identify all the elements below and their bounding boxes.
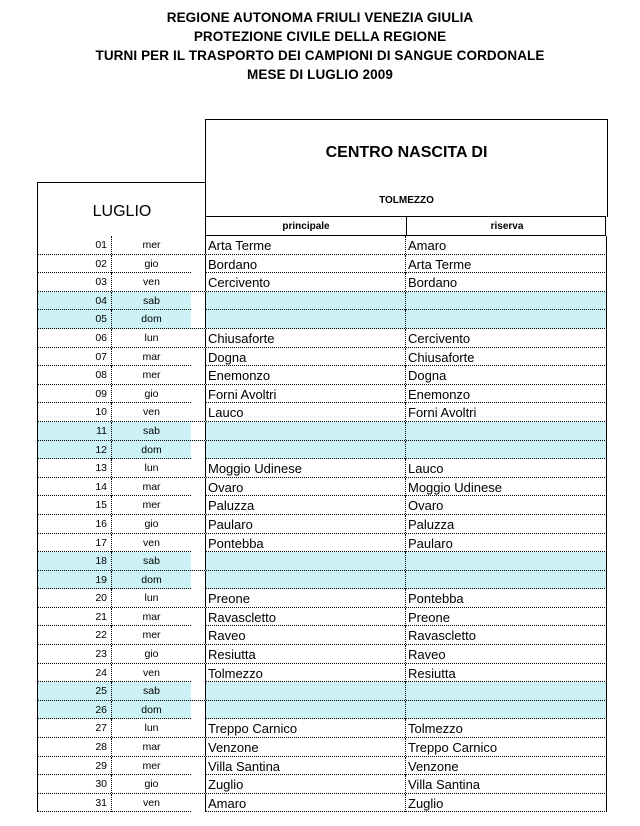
riserva-cell: Arta Terme: [406, 255, 607, 273]
column-header-riserva: riserva: [490, 221, 524, 232]
principale-cell: Paluzza: [205, 496, 406, 514]
riserva-cell: Pontebba: [406, 589, 607, 607]
riserva-cell: Paluzza: [406, 515, 607, 533]
riserva-cell: Moggio Udinese: [406, 478, 607, 496]
column-gap: [191, 757, 205, 775]
table-row: [37, 645, 607, 664]
title-line-4: MESE DI LUGLIO 2009: [247, 67, 393, 82]
day-number: 05: [37, 310, 112, 328]
day-number: 20: [37, 589, 112, 607]
weekday: lun: [144, 462, 159, 475]
centro-header: [205, 119, 608, 217]
column-gap: [191, 310, 205, 328]
title-line-1: REGIONE AUTONOMA FRIULI VENEZIA GIULIA: [166, 10, 474, 25]
day-number: 24: [37, 664, 112, 682]
principale-cell: [205, 310, 406, 328]
column-gap: [191, 589, 205, 607]
day-number: 06: [37, 329, 112, 347]
weekday: ven: [143, 536, 160, 549]
weekday: gio: [144, 257, 159, 270]
column-gap: [191, 571, 205, 589]
principale-cell: Bordano: [205, 255, 406, 273]
column-gap: [191, 515, 205, 533]
weekday: dom: [141, 573, 162, 586]
table-row: [37, 589, 607, 608]
principale-cell: Treppo Carnico: [205, 719, 406, 737]
day-number: 17: [37, 534, 112, 552]
principale-cell: Venzone: [205, 738, 406, 756]
principale-cell: Dogna: [205, 348, 406, 366]
title-line-2: PROTEZIONE CIVILE DELLA REGIONE: [193, 29, 447, 44]
principale-cell: Preone: [205, 589, 406, 607]
riserva-cell: Cercivento: [406, 329, 607, 347]
principale-cell: [205, 571, 406, 589]
column-gap: [191, 273, 205, 291]
column-gap: [191, 534, 205, 552]
weekday: mar: [142, 480, 161, 493]
weekday: mer: [142, 239, 161, 251]
table-row: [37, 664, 607, 683]
principale-cell: Chiusaforte: [205, 329, 406, 347]
day-number: 19: [37, 571, 112, 589]
weekday: mer: [142, 759, 161, 772]
riserva-cell: [406, 701, 607, 719]
table-row: [37, 626, 607, 645]
day-number: 12: [37, 441, 112, 459]
table-row: [37, 478, 607, 497]
principale-cell: Pontebba: [205, 534, 406, 552]
column-gap: [191, 664, 205, 682]
riserva-cell: Ovaro: [406, 496, 607, 514]
day-number: 13: [37, 459, 112, 477]
riserva-cell: Amaro: [406, 236, 607, 254]
principale-cell: Ovaro: [205, 478, 406, 496]
weekday: ven: [143, 796, 160, 809]
title-line-3: TURNI PER IL TRASPORTO DEI CAMPIONI DI SANGUE CORDONALE: [95, 48, 545, 63]
riserva-cell: Ravascletto: [406, 626, 607, 644]
weekday: dom: [141, 313, 162, 326]
weekday: sab: [143, 294, 160, 307]
day-number: 04: [37, 292, 112, 310]
column-gap: [191, 775, 205, 793]
principale-cell: Enemonzo: [205, 366, 406, 384]
riserva-cell: Tolmezzo: [406, 719, 607, 737]
principale-cell: [205, 701, 406, 719]
table-row: [37, 757, 607, 776]
riserva-cell: Dogna: [406, 366, 607, 384]
day-number: 02: [37, 255, 112, 273]
weekday: mar: [142, 610, 161, 623]
table-row: [37, 534, 607, 553]
table-row: [37, 236, 607, 255]
table-row: [37, 608, 607, 627]
column-gap: [191, 608, 205, 626]
column-header-row: [205, 216, 606, 236]
day-number: 22: [37, 626, 112, 644]
table-row: [37, 459, 607, 478]
column-gap: [191, 682, 205, 700]
column-gap: [191, 422, 205, 440]
principale-cell: Arta Terme: [205, 236, 406, 254]
weekday: sab: [143, 685, 160, 698]
principale-cell: Amaro: [205, 794, 406, 812]
table-row: [37, 738, 607, 757]
column-gap: [191, 552, 205, 570]
day-number: 28: [37, 738, 112, 756]
riserva-cell: Paularo: [406, 534, 607, 552]
principale-cell: Ravascletto: [205, 608, 406, 626]
centro-label: CENTRO NASCITA DI: [325, 144, 488, 161]
weekday: dom: [141, 703, 162, 716]
weekday: lun: [144, 592, 159, 605]
day-number: 30: [37, 775, 112, 793]
table-row: [37, 403, 607, 422]
table-row: [37, 515, 607, 534]
weekday: dom: [141, 443, 162, 456]
weekday: sab: [143, 555, 160, 568]
weekday: ven: [143, 406, 160, 419]
riserva-cell: [406, 571, 607, 589]
day-number: 08: [37, 366, 112, 384]
table-row: [37, 310, 607, 329]
weekday: lun: [144, 331, 159, 344]
column-gap: [191, 496, 205, 514]
table-row: [37, 571, 607, 590]
column-gap: [191, 701, 205, 719]
riserva-cell: [406, 422, 607, 440]
riserva-cell: Resiutta: [406, 664, 607, 682]
table-row: [37, 385, 607, 404]
column-gap: [191, 719, 205, 737]
day-number: 31: [37, 794, 112, 812]
principale-cell: [205, 292, 406, 310]
column-gap: [191, 236, 205, 254]
riserva-cell: Enemonzo: [406, 385, 607, 403]
riserva-cell: Bordano: [406, 273, 607, 291]
weekday: mer: [142, 629, 161, 642]
weekday: mar: [142, 741, 161, 754]
column-gap: [191, 348, 205, 366]
riserva-cell: [406, 682, 607, 700]
weekday: ven: [143, 276, 160, 289]
day-number: 14: [37, 478, 112, 496]
column-header-principale: principale: [206, 217, 407, 236]
weekday: sab: [143, 424, 160, 437]
day-number: 07: [37, 348, 112, 366]
riserva-cell: [406, 441, 607, 459]
principale-cell: Raveo: [205, 626, 406, 644]
column-gap: [191, 478, 205, 496]
principale-cell: Lauco: [205, 403, 406, 421]
table-row: [37, 552, 607, 571]
day-number: 27: [37, 719, 112, 737]
day-number: 21: [37, 608, 112, 626]
table-row: [37, 794, 607, 813]
centro-name: TOLMEZZO: [379, 195, 434, 206]
day-number: 01: [37, 236, 112, 254]
column-gap: [191, 626, 205, 644]
riserva-cell: Venzone: [406, 757, 607, 775]
principale-cell: Zuglio: [205, 775, 406, 793]
column-gap: [191, 385, 205, 403]
riserva-cell: Chiusaforte: [406, 348, 607, 366]
day-number: 09: [37, 385, 112, 403]
weekday: lun: [144, 722, 159, 735]
principale-cell: Moggio Udinese: [205, 459, 406, 477]
day-number: 25: [37, 682, 112, 700]
principale-cell: Villa Santina: [205, 757, 406, 775]
principale-cell: [205, 682, 406, 700]
day-number: 03: [37, 273, 112, 291]
principale-cell: Cercivento: [205, 273, 406, 291]
weekday: mar: [142, 350, 161, 363]
table-row: [37, 255, 607, 274]
month-header: [37, 182, 206, 237]
column-gap: [191, 645, 205, 663]
principale-cell: [205, 422, 406, 440]
column-gap: [191, 329, 205, 347]
riserva-cell: Forni Avoltri: [406, 403, 607, 421]
principale-cell: Paularo: [205, 515, 406, 533]
principale-cell: Tolmezzo: [205, 664, 406, 682]
weekday: gio: [144, 387, 159, 400]
column-gap: [191, 441, 205, 459]
riserva-cell: [406, 292, 607, 310]
day-number: 16: [37, 515, 112, 533]
month-label: LUGLIO: [92, 203, 152, 220]
riserva-cell: Treppo Carnico: [406, 738, 607, 756]
table-row: [37, 366, 607, 385]
day-number: 23: [37, 645, 112, 663]
day-number: 29: [37, 757, 112, 775]
table-row: [37, 329, 607, 348]
column-gap: [191, 738, 205, 756]
table-row: [37, 775, 607, 794]
weekday: gio: [144, 778, 159, 791]
table-row: [37, 719, 607, 738]
riserva-cell: [406, 310, 607, 328]
table-row: [37, 682, 607, 701]
weekday: gio: [144, 648, 159, 661]
riserva-cell: Zuglio: [406, 794, 607, 812]
column-gap: [191, 459, 205, 477]
weekday: gio: [144, 517, 159, 530]
day-number: 18: [37, 552, 112, 570]
table-row: [37, 441, 607, 460]
riserva-cell: Raveo: [406, 645, 607, 663]
day-number: 11: [37, 422, 112, 440]
weekday: mer: [142, 369, 161, 382]
day-number: 26: [37, 701, 112, 719]
day-number: 15: [37, 496, 112, 514]
principale-cell: Forni Avoltri: [205, 385, 406, 403]
weekday: mer: [142, 499, 161, 512]
riserva-cell: Villa Santina: [406, 775, 607, 793]
column-gap: [191, 292, 205, 310]
table-row: [37, 701, 607, 720]
table-row: [37, 273, 607, 292]
column-gap: [191, 794, 205, 812]
column-gap: [191, 366, 205, 384]
table-row: [37, 292, 607, 311]
principale-cell: Resiutta: [205, 645, 406, 663]
principale-cell: [205, 552, 406, 570]
principale-cell: [205, 441, 406, 459]
riserva-cell: Preone: [406, 608, 607, 626]
riserva-cell: [406, 552, 607, 570]
table-row: [37, 422, 607, 441]
column-gap: [191, 403, 205, 421]
table-row: [37, 496, 607, 515]
column-gap: [191, 255, 205, 273]
shift-table-body: [37, 236, 607, 812]
riserva-cell: Lauco: [406, 459, 607, 477]
weekday: ven: [143, 666, 160, 679]
day-number: 10: [37, 403, 112, 421]
table-row: [37, 348, 607, 367]
